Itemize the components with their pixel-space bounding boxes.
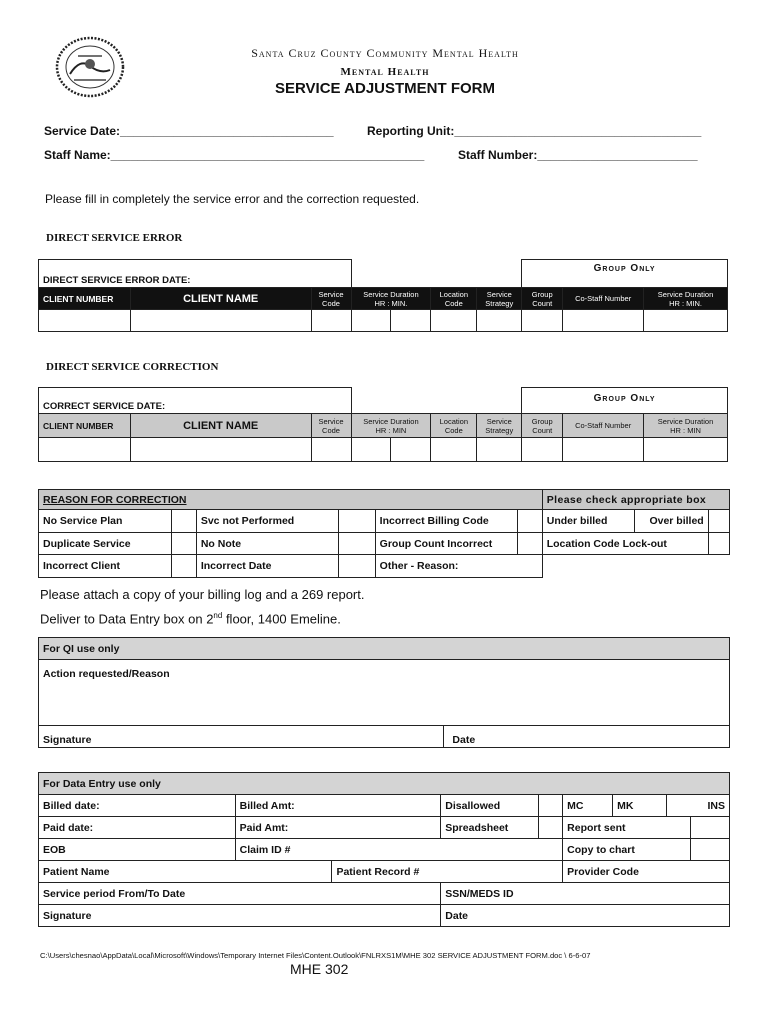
reason-other[interactable]: Other - Reason:	[375, 555, 542, 578]
error-entry-row[interactable]	[39, 310, 728, 332]
claim-id-field[interactable]: Claim ID #	[235, 839, 563, 861]
attach-note: Please attach a copy of your billing log and a 269 report.	[40, 587, 365, 602]
correction-date-label: CORRECT SERVICE DATE:	[43, 401, 166, 412]
reason-incorrect-date: Incorrect Date	[196, 555, 339, 578]
data-entry-table	[38, 772, 730, 927]
org-name: Santa Cruz County Community Mental Health	[251, 46, 519, 60]
data-entry-heading: For Data Entry use only	[39, 773, 730, 795]
check-heading: Please check appropriate box	[542, 490, 729, 510]
error-table	[38, 259, 728, 332]
staff-name-field[interactable]: Staff Name:_______________________________________________	[44, 148, 425, 162]
error-col-service-duration-2: Service Duration	[657, 289, 714, 299]
correction-col-client-number: CLIENT NUMBER	[39, 414, 131, 438]
form-id: MHE 302	[290, 961, 349, 977]
correction-col-service-duration-2: Service Duration	[657, 416, 714, 426]
reason-no-service-plan: No Service Plan	[39, 510, 172, 533]
correction-col-service-code: Service Code	[311, 414, 351, 438]
qi-table	[38, 637, 730, 748]
paid-amt-field[interactable]: Paid Amt:	[235, 817, 441, 839]
patient-name-field[interactable]: Patient Name	[39, 861, 332, 883]
correction-col-location-code: Location Code	[431, 414, 477, 438]
ssn-field[interactable]: SSN/MEDS ID	[441, 883, 730, 905]
checkbox-svc-not-performed[interactable]	[339, 510, 375, 533]
correction-table	[38, 387, 728, 462]
billed-date-field[interactable]: Billed date:	[39, 795, 236, 817]
error-heading: DIRECT SERVICE ERROR	[46, 232, 183, 244]
correction-col-hr-min-2: HR : MIN	[670, 425, 701, 435]
reason-duplicate-service: Duplicate Service	[39, 533, 172, 555]
provider-code-field[interactable]: Provider Code	[563, 861, 730, 883]
error-col-location-code: Location Code	[431, 288, 477, 310]
mc-label: MC	[563, 795, 613, 817]
form-title: SERVICE ADJUSTMENT FORM	[274, 80, 496, 97]
checkbox-incorrect-client[interactable]	[171, 555, 196, 578]
error-date-label: DIRECT SERVICE ERROR DATE:	[43, 275, 191, 286]
error-col-service-duration: Service Duration	[363, 289, 419, 299]
checkbox-copy-to-chart[interactable]	[690, 839, 729, 861]
error-col-client-name: CLIENT NAME	[130, 288, 311, 310]
error-col-hr-min: HR : MIN.	[374, 298, 408, 308]
mk-label: MK	[613, 795, 667, 817]
eob-field[interactable]: EOB	[39, 839, 236, 861]
reason-no-note: No Note	[196, 533, 339, 555]
reason-table	[38, 489, 730, 578]
correction-col-service-strategy: Service Strategy	[477, 414, 522, 438]
location-lockout-label: Location Code Lock-out	[542, 533, 708, 555]
correction-heading: DIRECT SERVICE CORRECTION	[46, 361, 219, 373]
service-period-field[interactable]: Service period From/To Date	[39, 883, 441, 905]
file-path: C:\Users\chesnao\AppData\Local\Microsoft\Windows\Temporary Internet Files\Content.Outlook\FNLRXS1M\MHE 302 SERVICE ADJUSTMENT FORM.doc \ 6-6-07	[40, 951, 591, 960]
checkbox-location-lockout[interactable]	[708, 533, 729, 555]
checkbox-incorrect-billing-code[interactable]	[517, 510, 542, 533]
correction-col-client-name: CLIENT NAME	[130, 414, 311, 438]
checkbox-no-note[interactable]	[339, 533, 375, 555]
data-entry-date-field[interactable]: Date	[441, 905, 730, 927]
qi-action-label: Action requested/Reason	[43, 668, 170, 680]
correction-col-group-count: Group Count	[522, 414, 563, 438]
correction-group-only-label: Group Only	[593, 393, 656, 404]
checkbox-group-count-incorrect[interactable]	[517, 533, 542, 555]
checkbox-duplicate-service[interactable]	[171, 533, 196, 555]
reason-svc-not-performed: Svc not Performed	[196, 510, 339, 533]
error-col-service-code: Service Code	[311, 288, 351, 310]
reporting-unit-field[interactable]: Reporting Unit:_____________________________________	[367, 124, 702, 138]
reason-group-count-incorrect: Group Count Incorrect	[375, 533, 517, 555]
error-col-co-staff: Co-Staff Number	[563, 288, 644, 310]
checkbox-spreadsheet[interactable]	[539, 817, 563, 839]
checkbox-over-billed[interactable]	[708, 510, 729, 533]
error-col-hr-min-2: HR : MIN.	[669, 298, 702, 308]
reason-heading: REASON FOR CORRECTION	[39, 490, 543, 510]
qi-signature-field[interactable]: Signature	[39, 726, 444, 748]
checkbox-incorrect-date[interactable]	[339, 555, 375, 578]
copy-to-chart-label: Copy to chart	[563, 839, 691, 861]
correction-col-service-duration: Service Duration	[363, 416, 419, 426]
checkbox-report-sent[interactable]	[690, 817, 729, 839]
billed-amt-field[interactable]: Billed Amt:	[235, 795, 441, 817]
under-billed-label: Under billed	[542, 510, 634, 533]
qi-date-field[interactable]: Date	[444, 726, 730, 748]
correction-entry-row[interactable]	[39, 438, 728, 462]
checkbox-no-service-plan[interactable]	[171, 510, 196, 533]
error-group-only-label: Group Only	[593, 263, 656, 274]
error-col-service-strategy: Service Strategy	[477, 288, 522, 310]
patient-record-field[interactable]: Patient Record #	[332, 861, 563, 883]
error-col-group-count: Group Count	[522, 288, 563, 310]
correction-col-co-staff: Co-Staff Number	[563, 414, 644, 438]
report-sent-label: Report sent	[563, 817, 691, 839]
data-entry-signature-field[interactable]: Signature	[39, 905, 441, 927]
department-name: Mental Health	[340, 66, 430, 78]
over-billed-label: Over billed	[635, 510, 709, 533]
service-date-field[interactable]: Service Date:________________________________	[44, 124, 334, 138]
qi-heading: For QI use only	[39, 638, 730, 660]
staff-number-field[interactable]: Staff Number:________________________	[458, 148, 698, 162]
error-col-client-number: CLIENT NUMBER	[39, 288, 131, 310]
reason-incorrect-billing-code: Incorrect Billing Code	[375, 510, 517, 533]
ins-label: INS	[667, 795, 730, 817]
deliver-note: Deliver to Data Entry box on 2nd floor, 1400 Emeline.	[40, 611, 341, 627]
checkbox-disallowed[interactable]	[539, 795, 563, 817]
correction-col-hr-min: HR : MIN	[375, 425, 407, 435]
reason-incorrect-client: Incorrect Client	[39, 555, 172, 578]
qi-action-field[interactable]	[39, 660, 730, 726]
instructions: Please fill in completely the service error and the correction requested.	[45, 192, 420, 206]
spreadsheet-label: Spreadsheet	[441, 817, 539, 839]
disallowed-label: Disallowed	[441, 795, 539, 817]
paid-date-field[interactable]: Paid date:	[39, 817, 236, 839]
